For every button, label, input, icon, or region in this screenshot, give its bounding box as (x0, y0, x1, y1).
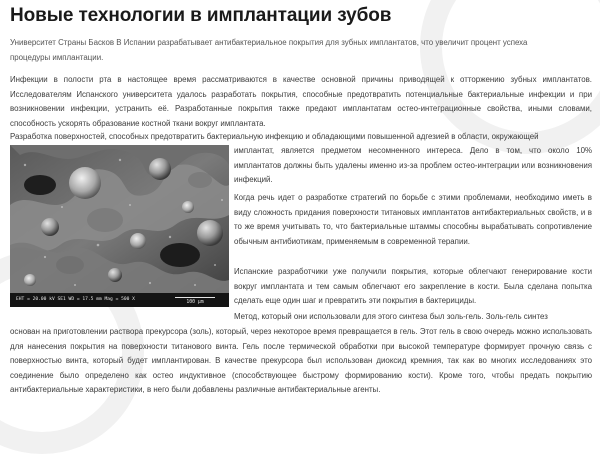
paragraph-surfaces-rest: имплантат, является предметом несомненного интереса. Дело в том, что около 10% имплантатов должны быть удалены именно из-за проблем остео-интеграции или возникновения инфекций. (234, 146, 592, 185)
page-title: Новые технологии в имплантации зубов (10, 5, 392, 26)
article-lead (10, 36, 592, 65)
scale-bar-label: 100 µm (186, 300, 204, 305)
paragraph-surfaces-first-line: Разработка поверхностей, способных предотвратить бактериальную инфекцию и обладающими повышенной адгезией в области, окружающей (10, 132, 539, 141)
paragraph-infections: Инфекции в полости рта в настоящее время рассматриваются в качестве основной причины приводящей к отторжению зубных имплантатов. Исследователям Испанского университета удалось разработать покрытия, способные предотвратить потенциальные бактериальные инфекции и при возникновении инфекции, устранить её. Разработанные покрытия также предают имплантатам остео-интеграционные свойства, иными словами, способность ускорять образование костной ткани вокруг имплантата. (10, 75, 592, 128)
paragraph-method-rest: основан на приготовлении раствора прекурсора (золь), который, через некоторое время превращается в гель. Этот гель в свою очередь можно использовать для нанесения покрытия на поверхности титанового винта. Гель после термической обработки при высокой температуре формирует прочную связь с поверхностью винта, который будет имплантирован. В качестве прекурсора был использован диоксид кремния, так как во многих исследованиях это соединение было определено как остео индуктивное (способствующее быстрому формированию кости). Кроме того, чтобы предать покрытию антибактериальные характеристики, в него были добавлены различные антибактериальные агенты. (10, 327, 592, 395)
sem-parameters: EHT = 20.00 kV SE1 WD = 17.5 mm Mag = 500 X (16, 297, 135, 302)
scale-bar (171, 293, 219, 307)
lead-line-2: процедуры имплантации. (10, 52, 104, 62)
lead-line-1: Университет Страны Басков В Испании разрабатывает антибактериальное покрытия для зубных имплантатов, что увеличит процент успеха (10, 38, 528, 47)
paragraph-method-first-line: Метод, который они использовали для этого синтеза был золь-гель. Золь-гель синтез (234, 312, 548, 321)
paragraph-strategies: Когда речь идет о разработке стратегий по борьбе с этими проблемами, необходимо иметь в виду сложность придания поверхности титановых имплантатов антибактериальных свойств, и в то же время учитывать то, что бактериальные штаммы способны вырабатывать сопротивление обычным антибиотикам, применяемым в современной терапии. (234, 193, 592, 246)
sem-micrograph-texture (10, 145, 229, 293)
sem-micrograph (10, 145, 229, 307)
paragraph-developers: Испанские разработчики уже получили покрытия, которые облегчают генерирование кости вокруг имплантата и тем самым облегчают его закрепление в кости. Была сделана попытка сделать еще один шаг и превратить эти покрытия в бактерициды. (234, 267, 592, 306)
sem-info-bar (10, 293, 229, 307)
